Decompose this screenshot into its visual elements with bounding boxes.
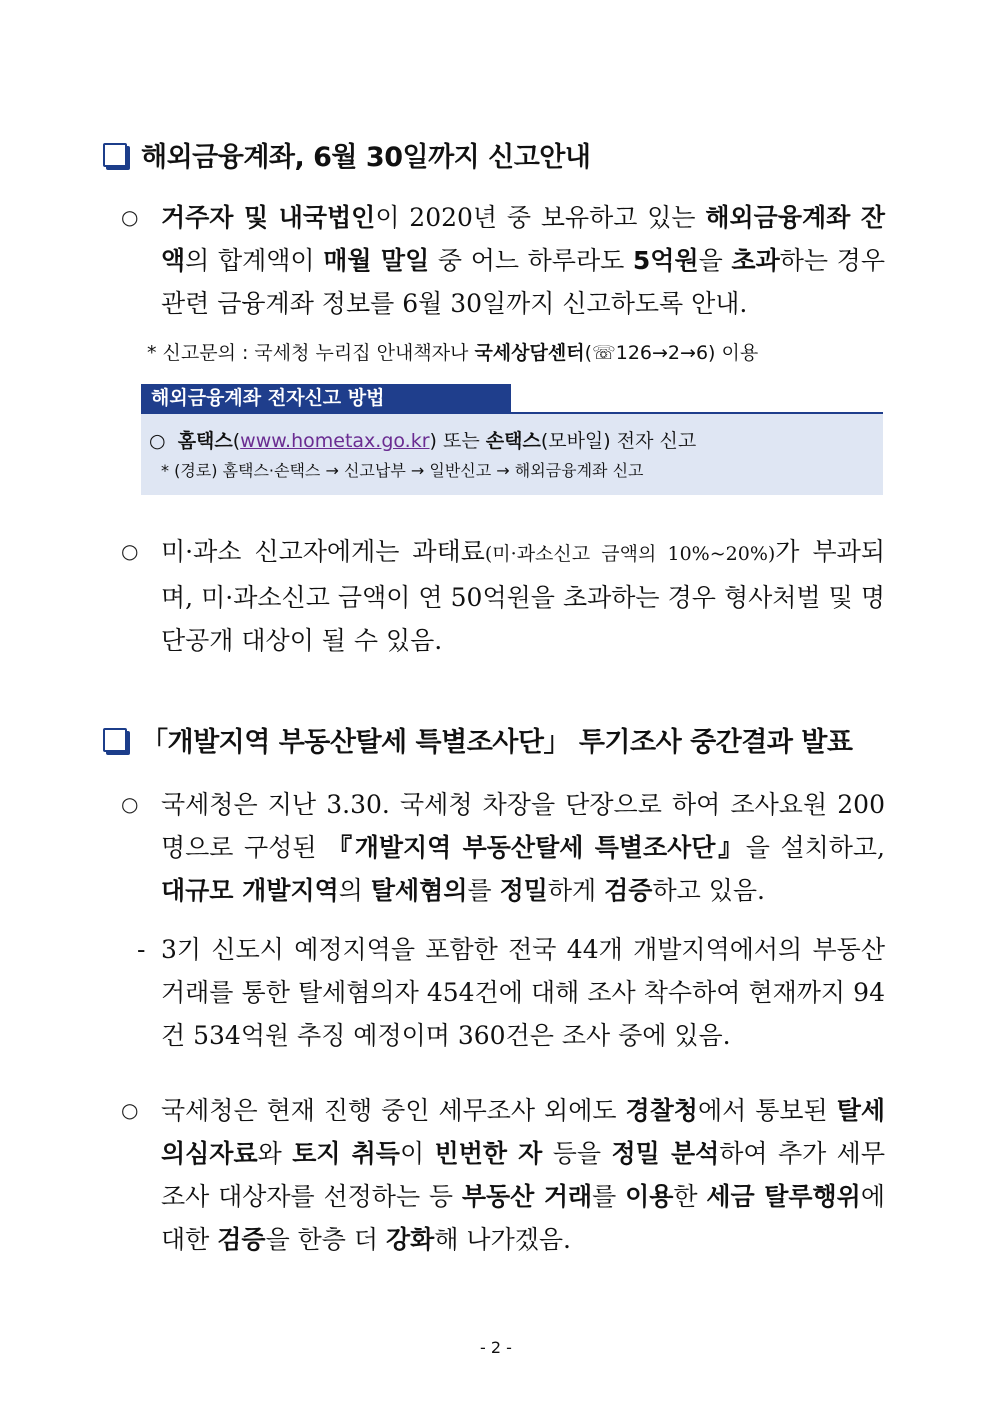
section-title: 「개발지역 부동산탈세 특별조사단」 투기조사 중간결과 발표	[141, 727, 853, 758]
box-line-path: * (경로) 홈택스·손택스 → 신고납부 → 일반신고 → 해외금융계좌 신고	[161, 461, 644, 480]
section-title: 해외금융계좌, 6월 30일까지 신고안내	[141, 142, 591, 173]
section-heading-investigation	[103, 720, 852, 759]
efiling-method-box	[141, 384, 883, 495]
paragraph-task-force: 국세청은 지난 3.30. 국세청 차장을 단장으로 하여 조사요원 200명으로 구성된 『개발지역 부동산탈세 특별조사단』을 설치하고, 대규모 개발지역의 탈세혐의를 정밀하게 검증하고 있음.	[161, 790, 885, 905]
dash-marker: -	[137, 935, 146, 964]
circle-bullet-icon: ○	[121, 792, 139, 816]
checkbox-square-icon	[103, 143, 127, 167]
box-body	[141, 414, 883, 495]
checkbox-square-icon	[103, 728, 127, 752]
hometax-link[interactable]: www.hometax.go.kr	[240, 430, 430, 452]
box-line-hometax: ○ 홈택스(www.hometax.go.kr) 또는 손택스(모바일) 전자 신고	[149, 430, 697, 452]
circle-bullet-icon: ○	[121, 539, 139, 563]
box-title: 해외금융계좌 전자신고 방법	[141, 384, 511, 412]
inquiry-note: * 신고문의 : 국세청 누리집 안내책자나 국세상담센터(☏126→2→6) 이용	[147, 342, 759, 364]
section-heading-overseas-accounts	[103, 135, 590, 174]
circle-bullet-icon: ○	[121, 205, 139, 229]
paragraph-enforcement: 국세청은 현재 진행 중인 세무조사 외에도 경찰청에서 통보된 탈세의심자료와 토지 취득이 빈번한 자 등을 정밀 분석하여 추가 세무조사 대상자를 선정하는 등 부동산 거래를 이용한 세금 탈루행위에 대한 검증을 한층 더 강화해 나가겠음.	[161, 1096, 885, 1254]
circle-bullet-icon: ○	[121, 1098, 139, 1122]
paragraph-results: 3기 신도시 예정지역을 포함한 전국 44개 개발지역에서의 부동산 거래를 통한 탈세혐의자 454건에 대해 조사 착수하여 현재까지 94건 534억원 추징 예정이며 360건은 조사 중에 있음.	[161, 935, 885, 1050]
paragraph-penalty: 미·과소 신고자에게는 과태료(미·과소신고 금액의 10%~20%)가 부과되며, 미·과소신고 금액이 연 50억원을 초과하는 경우 형사처벌 및 명단공개 대상이 될 수 있음.	[161, 537, 885, 655]
paragraph-filing-guide: 거주자 및 내국법인이 2020년 중 보유하고 있는 해외금융계좌 잔액의 합계액이 매월 말일 중 어느 하루라도 5억원을 초과하는 경우 관련 금융계좌 정보를 6월 30일까지 신고하도록 안내.	[161, 203, 885, 318]
page-number: - 2 -	[480, 1338, 512, 1357]
